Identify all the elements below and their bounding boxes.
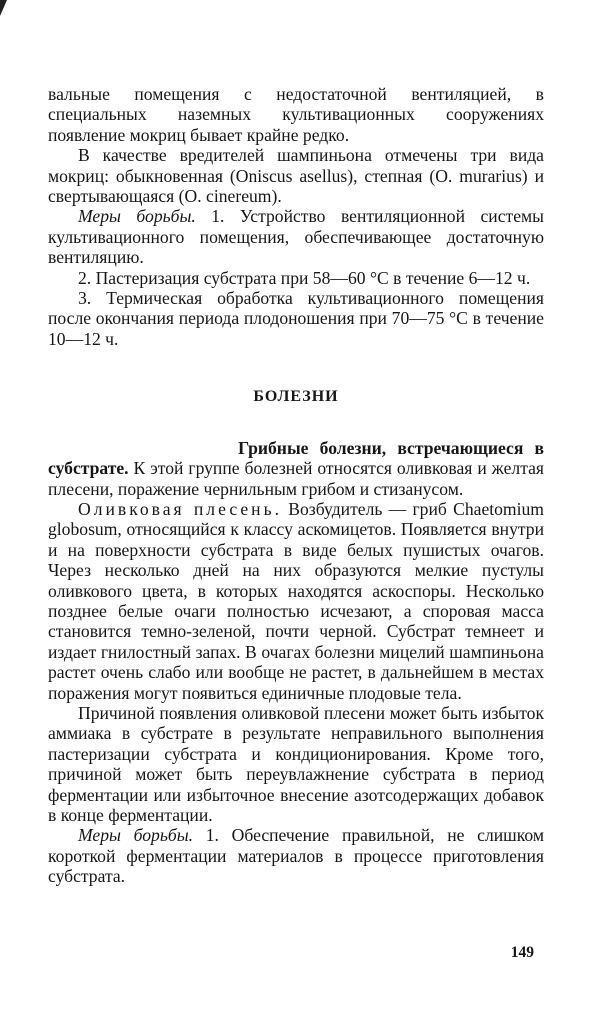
fungal-diseases-heading: Грибные болезни, встречающиеся в субстрате. bbox=[48, 437, 544, 479]
control-measures-text: 1. Устройство вентиляционной системы культивационного помещения, обеспечивающее достаточную вентиляцию. bbox=[48, 206, 544, 268]
paragraph-olive-mold bbox=[48, 499, 544, 703]
paragraph-thermal-treatment: 3. Термическая обработка культивационного помещения после окончания периода плодоношения при 70—75 °С в течение 10—12 ч. bbox=[48, 288, 544, 349]
paragraph-olive-mold-cause: Причиной появления оливковой плесени может быть избыток аммиака в субстрате в результате неправильного выполнения пастеризации субстрата и кондиционирования. Кроме того, причиной может быть переувлажнение субстрата в период ферментации или избыточное внесение азотсодержащих добавок в конце ферментации. bbox=[48, 702, 544, 825]
page-number: 149 bbox=[510, 944, 534, 961]
section-heading-diseases: БОЛЕЗНИ bbox=[253, 388, 339, 406]
olive-mold-measures-text: 1. Обеспечение правильной, не слишком короткой ферментации материалов в процессе приготовления субстрата. bbox=[48, 825, 544, 887]
paragraph-woodlice-species: В качестве вредителей шампиньона отмечены три вида мокриц: обыкновенная (Oniscus asellus), степная (O. murarius) и свертывающаяся (O. cinereum). bbox=[48, 145, 544, 207]
olive-mold-measures-label: Меры борьбы. bbox=[78, 825, 194, 846]
fungal-diseases-text: К этой группе болезней относятся оливковая и желтая плесени, поражение чернильным грибом и стизанусом. bbox=[48, 458, 544, 499]
page-body bbox=[48, 84, 544, 887]
paragraph-pasteurization: 2. Пастеризация субстрата при 58—60 °С в течение 6—12 ч. bbox=[78, 267, 531, 288]
corner-mark bbox=[0, 0, 7, 16]
paragraph-olive-mold-measures bbox=[48, 825, 544, 886]
olive-mold-label: Оливковая плесень. bbox=[78, 498, 282, 519]
olive-mold-text: Возбудитель — гриб Chaetomium globosum, относящийся к классу аскомицетов. Появляется внутри и на поверхности субстрата в виде белых пушистых очагов. Через несколько дней на них образуются мелкие пустулы оливкового цвета, в которых находятся аскоспоры. Несколько позднее белые очаги полностью исчезают, а споровая масса становится темно-зеленой, почти черной. Субстрат темнеет и издает гнилостный запах. В очагах болезни мицелий шампиньона растет очень слабо или вообще не растет, в дальнейшем в местах поражения могут появиться единичные плодовые тела. bbox=[48, 498, 544, 703]
paragraph-fungal-diseases bbox=[48, 438, 544, 499]
paragraph-woodlice-habitat: вальные помещения с недостаточной вентиляцией, в специальных наземных культивационных сооружениях появление мокриц бывает крайне редко. bbox=[48, 84, 544, 145]
paragraph-control-measures bbox=[48, 206, 544, 267]
section-gap bbox=[48, 349, 544, 387]
control-measures-label: Меры борьбы. bbox=[78, 206, 196, 227]
